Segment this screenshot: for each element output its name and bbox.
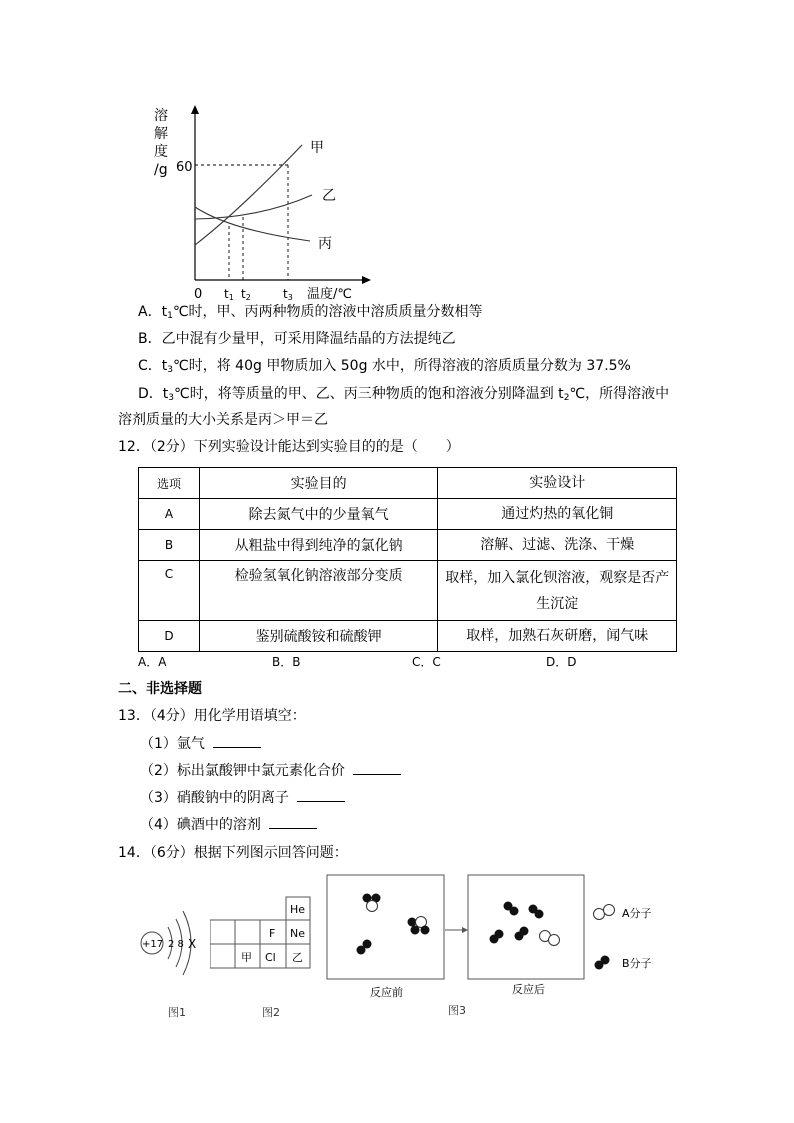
molecule-b: [515, 927, 529, 941]
origin-label: 0: [194, 287, 203, 302]
q12-answer-d[interactable]: D．D: [546, 655, 577, 669]
legend-b-label: B分子: [622, 957, 652, 970]
cell-f: F: [269, 927, 276, 940]
element-symbol-x: X: [188, 937, 197, 951]
cell-he: He: [290, 903, 306, 916]
curve-bing: [195, 207, 310, 241]
q13-item-2: （2）标出氯酸钾中氯元素化合价: [140, 761, 401, 781]
molecule-b: [529, 905, 544, 919]
q14-stem: 14．（6分）根据下列图示回答问题：: [118, 845, 348, 861]
fig3-reaction-diagram: [326, 872, 662, 1002]
molecule-cluster: [408, 917, 430, 935]
cell-ne: Ne: [290, 927, 305, 940]
ylabel-char: 溶: [154, 108, 168, 124]
fig2-periodic-table: [210, 896, 312, 970]
xlabel: 温度/℃: [307, 287, 352, 302]
q12-answer-c[interactable]: C．C: [412, 655, 441, 669]
row-option: C: [139, 561, 200, 621]
molecule-b: [504, 902, 519, 916]
series-label-bing: 丙: [318, 236, 332, 252]
row-option: A: [139, 499, 200, 530]
electron-shells: 2 8: [168, 939, 184, 950]
row-option: B: [139, 530, 200, 561]
cell-yi: 乙: [292, 951, 303, 964]
q13-stem: 13．（4分）用化学用语填空：: [118, 708, 306, 724]
ylabel-char: /g: [154, 162, 168, 178]
q13-item-1: （1）氩气: [140, 734, 261, 754]
y-tick-60: 60: [176, 160, 193, 175]
table-header-row: [139, 468, 677, 499]
solubility-graph: [140, 100, 390, 305]
q11-option-a[interactable]: A．$t_1℃$时，甲、丙两种物质的溶液中溶质质量分数相等: [138, 304, 483, 321]
table-row: [139, 561, 677, 621]
answer-blank[interactable]: [353, 774, 401, 775]
row-design: 溶解、过滤、洗涤、干燥: [438, 530, 677, 561]
table-row: [139, 530, 677, 561]
q11-option-c[interactable]: C．$t_3℃$时，将 40g 甲物质加入 50g 水中，所得溶液的溶质质量分数为 37.5%: [138, 358, 631, 375]
molecule-a: [540, 931, 560, 946]
answer-blank[interactable]: [213, 747, 261, 748]
q12-answer-a[interactable]: A．A: [138, 655, 167, 669]
row-design: 取样，加熟石灰研磨，闻气味: [438, 621, 677, 652]
series-label-yi: 乙: [322, 188, 336, 204]
q11-option-b[interactable]: B．乙中混有少量甲，可采用降温结晶的方法提纯乙: [138, 331, 456, 347]
table-row: [139, 621, 677, 652]
table-row: [139, 499, 677, 530]
row-purpose: 鉴别硫酸铵和硫酸钾: [199, 621, 438, 652]
q13-item-3: （3）硝酸钠中的阴离子: [140, 788, 345, 808]
answer-blank[interactable]: [297, 801, 345, 802]
ylabel-char: 度: [154, 144, 168, 160]
answer-blank[interactable]: [269, 828, 317, 829]
molecule-cluster: [363, 894, 381, 912]
q11-option-d[interactable]: D．$t_3℃$时，将等质量的甲、乙、丙三种物质的饱和溶液分别降温到 $t_2℃$，所得溶液中: [138, 386, 670, 403]
curve-jia: [195, 145, 302, 245]
legend-b-molecule: [595, 956, 610, 970]
section-heading: 二、非选择题: [118, 681, 202, 697]
cell-jia: 甲: [241, 951, 252, 964]
q12-stem: 12．（2分）下列实验设计能达到实验目的的是（ ）: [118, 439, 460, 455]
x-tick-t3: t3: [283, 287, 293, 302]
series-label-jia: 甲: [310, 140, 324, 156]
after-caption: 反应后: [512, 983, 545, 996]
fig1-caption: 图1: [168, 1006, 186, 1019]
row-design: 取样，加入氯化钡溶液，观察是否产生沉淀: [438, 561, 677, 621]
q12-table: [138, 467, 677, 652]
header-option: 选项: [139, 468, 200, 499]
q12-answer-b[interactable]: B．B: [272, 655, 301, 669]
q11-option-d-line2: 溶剂质量的大小关系是丙＞甲＝乙: [118, 412, 328, 428]
nucleus-charge: +17: [142, 939, 164, 950]
before-caption: 反应前: [370, 986, 403, 999]
curve-yi: [195, 195, 312, 219]
x-tick-t1: t1: [224, 287, 234, 302]
fig3-caption: 图3: [448, 1004, 466, 1017]
legend-a-label: A分子: [622, 907, 652, 920]
cell-cl: Cl: [265, 951, 276, 964]
x-tick-t2: t2: [241, 287, 251, 302]
header-design: 实验设计: [438, 468, 677, 499]
row-purpose: 除去氮气中的少量氧气: [199, 499, 438, 530]
ylabel-char: 解: [154, 126, 168, 142]
row-option: D: [139, 621, 200, 652]
legend-a-molecule: [594, 905, 615, 920]
row-purpose: 检验氢氧化钠溶液部分变质: [199, 561, 438, 621]
fig2-caption: 图2: [262, 1006, 280, 1019]
fig1-atom-structure: [136, 905, 216, 985]
q13-item-4: （4）碘酒中的溶剂: [140, 815, 317, 835]
row-design: 通过灼热的氧化铜: [438, 499, 677, 530]
molecule-b: [490, 930, 504, 944]
molecule-b: [357, 940, 372, 955]
header-purpose: 实验目的: [199, 468, 438, 499]
row-purpose: 从粗盐中得到纯净的氯化钠: [199, 530, 438, 561]
